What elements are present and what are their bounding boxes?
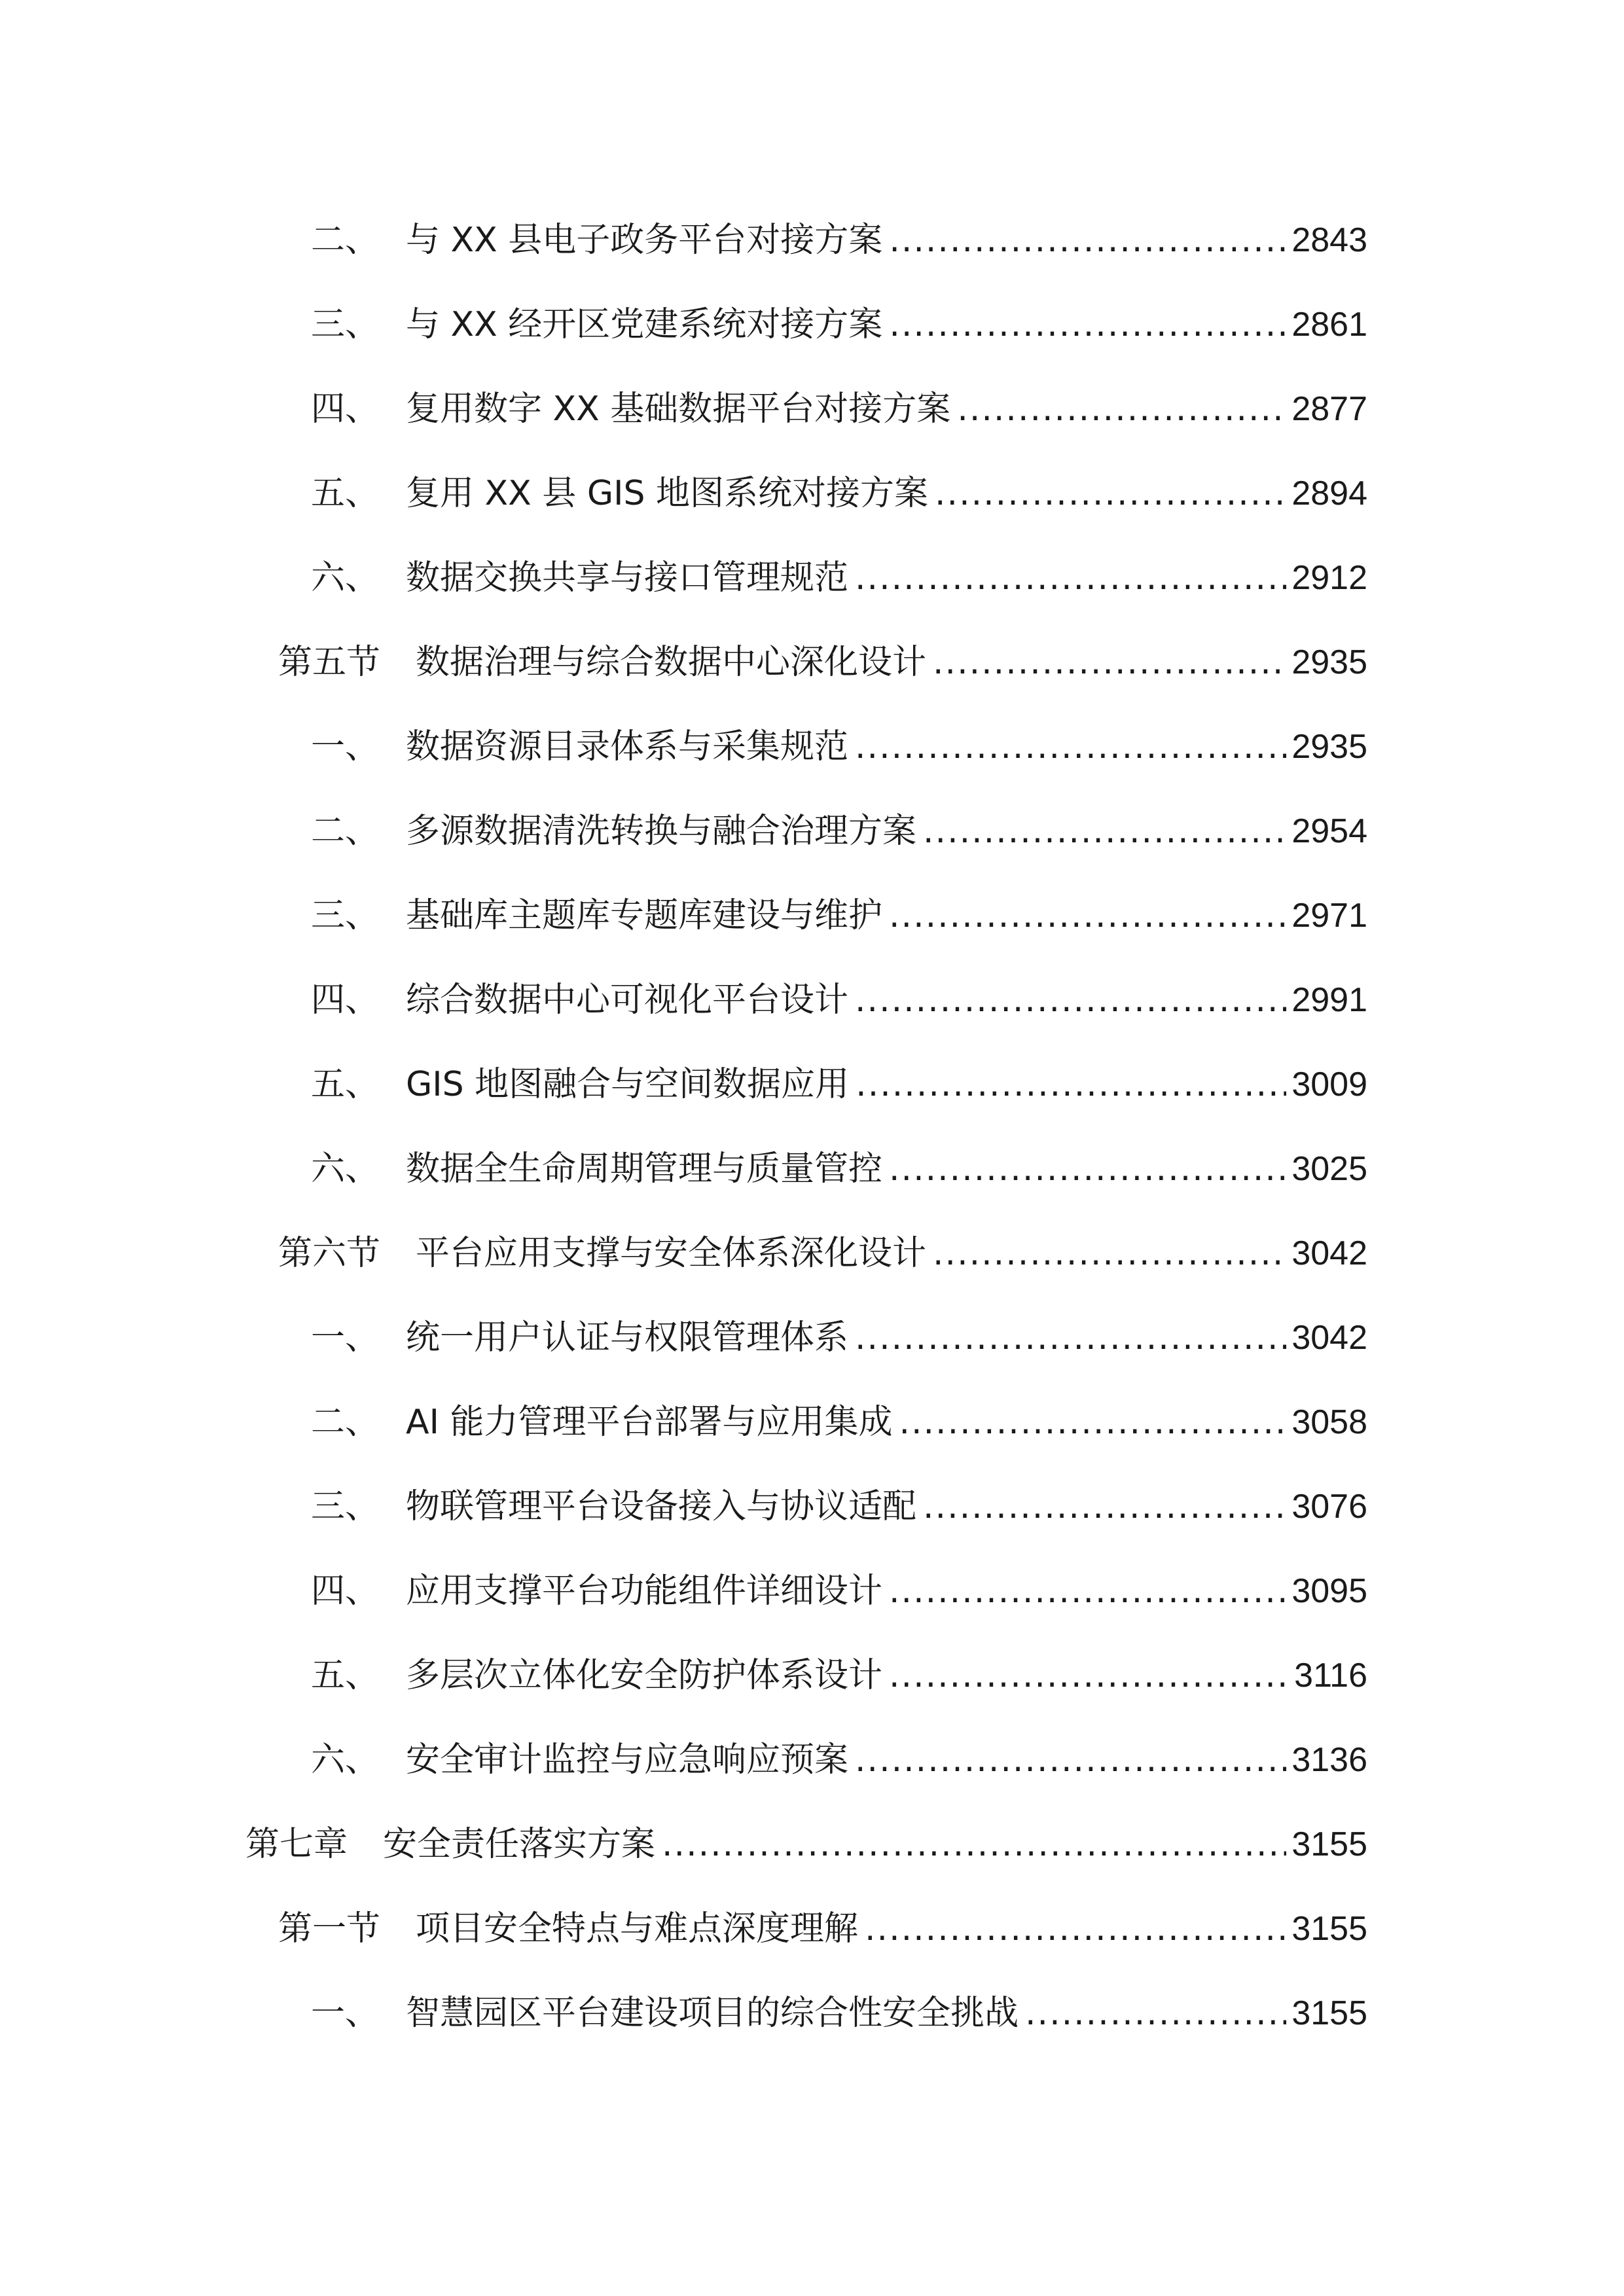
toc-dot-leader [856,1055,1286,1114]
toc-entry-title: 安全审计监控与应急响应预案 [406,1740,849,1780]
toc-entry-page: 2935 [1291,728,1367,766]
toc-entry-number: 二、 [311,221,380,260]
toc-entry-title: AI 能力管理平台部署与应用集成 [406,1403,893,1442]
toc-entry[interactable] [245,1815,1367,1874]
toc-entry[interactable] [311,802,1367,861]
toc-entry-title: 与 XX 经开区党建系统对接方案 [406,305,883,344]
toc-entry-title: 复用 XX 县 GIS 地图系统对接方案 [406,474,929,513]
toc-entry-title: 物联管理平台设备接入与协议适配 [406,1487,917,1526]
toc-dot-leader [855,717,1286,776]
toc-entry[interactable] [311,211,1367,270]
toc-entry-page: 2912 [1291,559,1367,597]
toc-dot-leader [855,548,1286,607]
toc-entry-title: 综合数据中心可视化平台设计 [406,980,849,1020]
toc-dot-leader [933,1224,1286,1283]
toc-entry-page: 2935 [1291,643,1367,681]
toc-entry-title: 统一用户认证与权限管理体系 [406,1318,849,1357]
toc-entry-title: 复用数字 XX 基础数据平台对接方案 [406,389,951,429]
toc-entry-title: 项目安全特点与难点深度理解 [416,1909,859,1948]
toc-dot-leader [855,1731,1286,1789]
toc-entry-number: 一、 [311,1994,380,2033]
toc-entry[interactable] [311,971,1367,1030]
toc-entry-page: 3155 [1291,1910,1367,1948]
toc-dot-leader [1025,1984,1286,2043]
toc-dot-leader [899,1393,1286,1452]
toc-entry-number: 六、 [311,1740,380,1780]
toc-entry[interactable] [311,1646,1367,1705]
toc-entry-number: 六、 [311,1149,380,1189]
toc-entry[interactable] [311,1393,1367,1452]
toc-entry-title: 智慧园区平台建设项目的综合性安全挑战 [406,1994,1019,2033]
toc-entry[interactable] [311,548,1367,607]
toc-entry-number: 一、 [311,1318,380,1357]
toc-entry-title: 数据治理与综合数据中心深化设计 [416,643,927,682]
toc-entry-title: 数据资源目录体系与采集规范 [406,727,849,766]
toc-entry-number: 三、 [311,1487,380,1526]
toc-entry-number: 五、 [311,1065,380,1104]
toc-dot-leader [889,295,1286,354]
toc-dot-leader [855,971,1286,1030]
toc-entry-page: 3042 [1291,1319,1367,1357]
toc-entry-page: 3042 [1291,1234,1367,1272]
toc-entry-title: 应用支撑平台功能组件详细设计 [406,1571,883,1611]
toc-entry-number: 第一节 [278,1909,381,1948]
toc-entry[interactable] [278,1224,1367,1283]
toc-dot-leader [889,1562,1286,1621]
toc-dot-leader [889,1139,1286,1198]
toc-entry[interactable] [311,1477,1367,1536]
toc-entry-page: 2843 [1291,221,1367,259]
toc-entry[interactable] [311,1139,1367,1198]
toc-entry[interactable] [311,295,1367,354]
toc-dot-leader [933,633,1286,692]
toc-entry-number: 第五节 [278,643,381,682]
toc-entry-number: 三、 [311,305,380,344]
toc-entry-page: 2991 [1291,981,1367,1019]
toc-dot-leader [889,211,1286,270]
toc-entry-page: 3116 [1294,1657,1367,1695]
toc-entry-title: 数据全生命周期管理与质量管控 [406,1149,883,1189]
toc-entry[interactable] [311,1731,1367,1789]
toc-entry-title: GIS 地图融合与空间数据应用 [406,1065,850,1104]
toc-entry-number: 第七章 [245,1825,348,1864]
toc-entry-number: 五、 [311,474,380,513]
toc-entry-title: 多层次立体化安全防护体系设计 [406,1656,883,1695]
toc-entry-page: 3095 [1291,1572,1367,1610]
toc-entry[interactable] [311,1308,1367,1367]
toc-entry-title: 安全责任落实方案 [383,1825,656,1864]
toc-entry-page: 3025 [1291,1150,1367,1188]
toc-entry[interactable] [311,464,1367,523]
toc-entry-number: 二、 [311,812,380,851]
toc-entry-number: 四、 [311,1571,380,1611]
toc-entry-title: 数据交换共享与接口管理规范 [406,558,849,598]
toc-entry-page: 3136 [1291,1741,1367,1779]
toc-entry-title: 多源数据清洗转换与融合治理方案 [406,812,917,851]
toc-entry-number: 五、 [311,1656,380,1695]
toc-entry-page: 3076 [1291,1488,1367,1526]
toc-entry[interactable] [311,886,1367,945]
toc-entry-title: 基础库主题库专题库建设与维护 [406,896,883,935]
toc-entry-page: 3058 [1291,1403,1367,1441]
toc-entry-page: 2877 [1291,390,1367,428]
toc-entry-number: 三、 [311,896,380,935]
toc-entry-page: 3155 [1291,1825,1367,1863]
toc-dot-leader [662,1815,1286,1874]
toc-entry[interactable] [311,1562,1367,1621]
toc-dot-leader [935,464,1286,523]
toc-dot-leader [923,802,1286,861]
toc-entry-page: 2894 [1291,475,1367,512]
toc-entry-title: 与 XX 县电子政务平台对接方案 [406,221,883,260]
toc-entry-page: 2954 [1291,812,1367,850]
toc-entry-page: 2971 [1291,897,1367,935]
toc-dot-leader [889,1646,1289,1705]
toc-dot-leader [957,380,1286,439]
toc-dot-leader [855,1308,1286,1367]
toc-entry-title: 平台应用支撑与安全体系深化设计 [416,1234,927,1273]
toc-entry[interactable] [311,1984,1367,2043]
toc-entry-number: 四、 [311,980,380,1020]
toc-dot-leader [865,1899,1286,1958]
toc-dot-leader [923,1477,1286,1536]
toc-dot-leader [889,886,1286,945]
toc-entry-number: 四、 [311,389,380,429]
toc-entry-page: 2861 [1291,306,1367,344]
toc-entry[interactable] [278,633,1367,692]
toc-entry[interactable] [311,717,1367,776]
toc-entry-page: 3155 [1291,1994,1367,2032]
toc-entry-page: 3009 [1291,1066,1367,1103]
toc-entry-number: 第六节 [278,1234,381,1273]
toc-entry-number: 一、 [311,727,380,766]
toc-entry[interactable] [311,1055,1367,1114]
toc-entry-number: 二、 [311,1403,380,1442]
toc-entry[interactable] [278,1899,1367,1958]
toc-entry[interactable] [311,380,1367,439]
toc-entry-number: 六、 [311,558,380,598]
